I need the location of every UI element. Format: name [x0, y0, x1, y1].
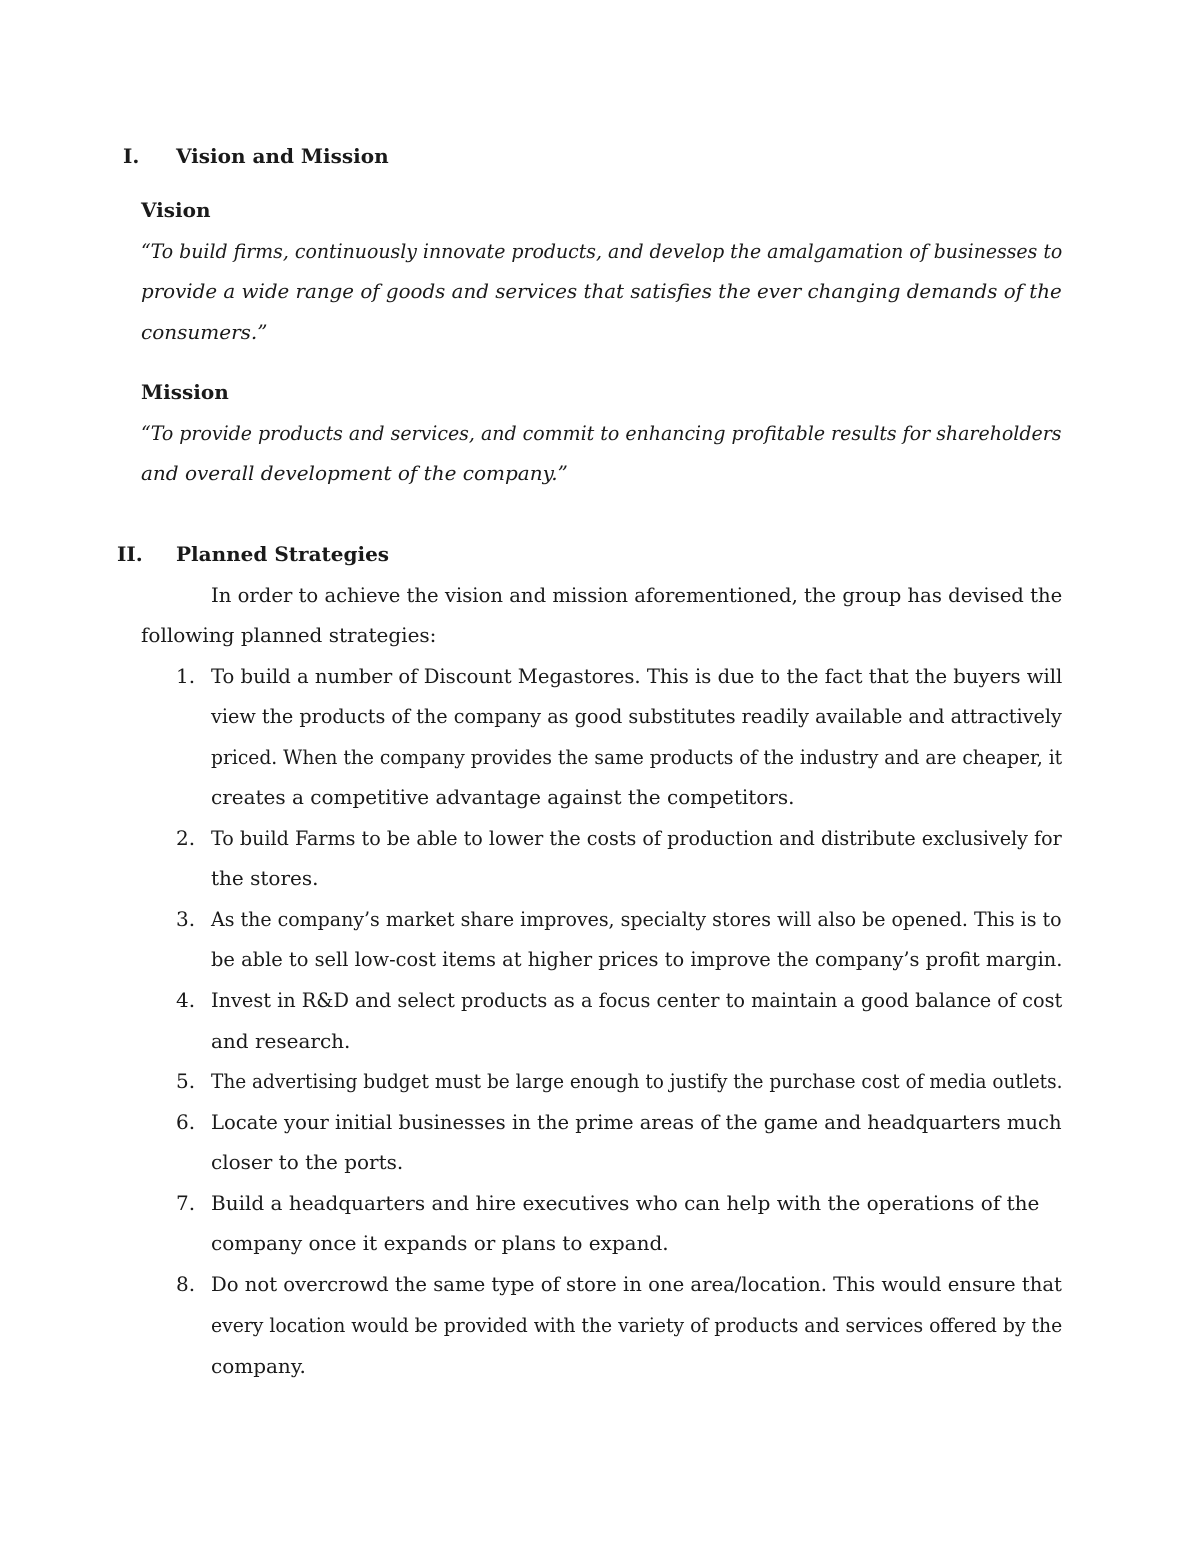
- list-item-number: 2.: [176, 826, 196, 850]
- mission-heading: Mission: [141, 380, 229, 404]
- list-item-text: Build a headquarters and hire executives who can help with the operations of the: [211, 1191, 1040, 1215]
- list-item-text: Invest in R&D and select products as a focus center to maintain a good balance of cost: [211, 988, 1063, 1012]
- list-item-number: 3.: [176, 907, 196, 931]
- section-2-title: Planned Strategies: [176, 542, 390, 566]
- vision-text-line: consumers.”: [141, 320, 268, 344]
- list-item-text: be able to sell low-cost items at higher prices to improve the company’s profit margin.: [211, 947, 1063, 971]
- section-1-title: Vision and Mission: [176, 144, 389, 168]
- list-item-number: 7.: [176, 1191, 196, 1215]
- intro-text-line: In order to achieve the vision and mission aforementioned, the group has devised the: [211, 583, 1063, 607]
- list-item-text: As the company’s market share improves, specialty stores will also be opened. This is to: [211, 907, 1062, 931]
- mission-text-line: “To provide products and services, and commit to enhancing profitable results for shareholders: [141, 421, 1062, 445]
- list-item-text: view the products of the company as good substitutes readily available and attractively: [211, 704, 1062, 728]
- list-item-text: Locate your initial businesses in the prime areas of the game and headquarters much: [211, 1110, 1062, 1134]
- list-item-number: 1.: [176, 664, 196, 688]
- list-item-text: The advertising budget must be large enough to justify the purchase cost of media outlets.: [211, 1069, 1063, 1093]
- list-item-text: every location would be provided with the variety of products and services offered by the: [211, 1313, 1063, 1337]
- list-item-text: company once it expands or plans to expand.: [211, 1231, 669, 1255]
- list-item-text: To build Farms to be able to lower the costs of production and distribute exclusively for: [211, 826, 1062, 850]
- list-item-text: creates a competitive advantage against the competitors.: [211, 785, 795, 809]
- list-item-text: Do not overcrowd the same type of store in one area/location. This would ensure that: [211, 1272, 1062, 1296]
- section-1-numeral: I.: [123, 144, 140, 168]
- list-item-text: company.: [211, 1354, 306, 1378]
- list-item-number: 4.: [176, 988, 196, 1012]
- intro-text-line: following planned strategies:: [141, 623, 437, 647]
- list-item-number: 8.: [176, 1272, 196, 1296]
- list-item-text: and research.: [211, 1029, 351, 1053]
- list-item-number: 6.: [176, 1110, 196, 1134]
- list-item-text: closer to the ports.: [211, 1150, 404, 1174]
- vision-text-line: provide a wide range of goods and services that satisfies the ever changing demands of the: [141, 279, 1062, 303]
- list-item-number: 5.: [176, 1069, 196, 1093]
- vision-text-line: “To build firms, continuously innovate products, and develop the amalgamation of businesses to: [141, 239, 1063, 263]
- section-2-numeral: II.: [117, 542, 143, 566]
- list-item-text: priced. When the company provides the same products of the industry and are cheaper, it: [211, 745, 1063, 769]
- list-item-text: To build a number of Discount Megastores. This is due to the fact that the buyers will: [211, 664, 1063, 688]
- mission-text-line: and overall development of the company.”: [141, 461, 568, 485]
- list-item-text: the stores.: [211, 866, 319, 890]
- vision-heading: Vision: [141, 198, 211, 222]
